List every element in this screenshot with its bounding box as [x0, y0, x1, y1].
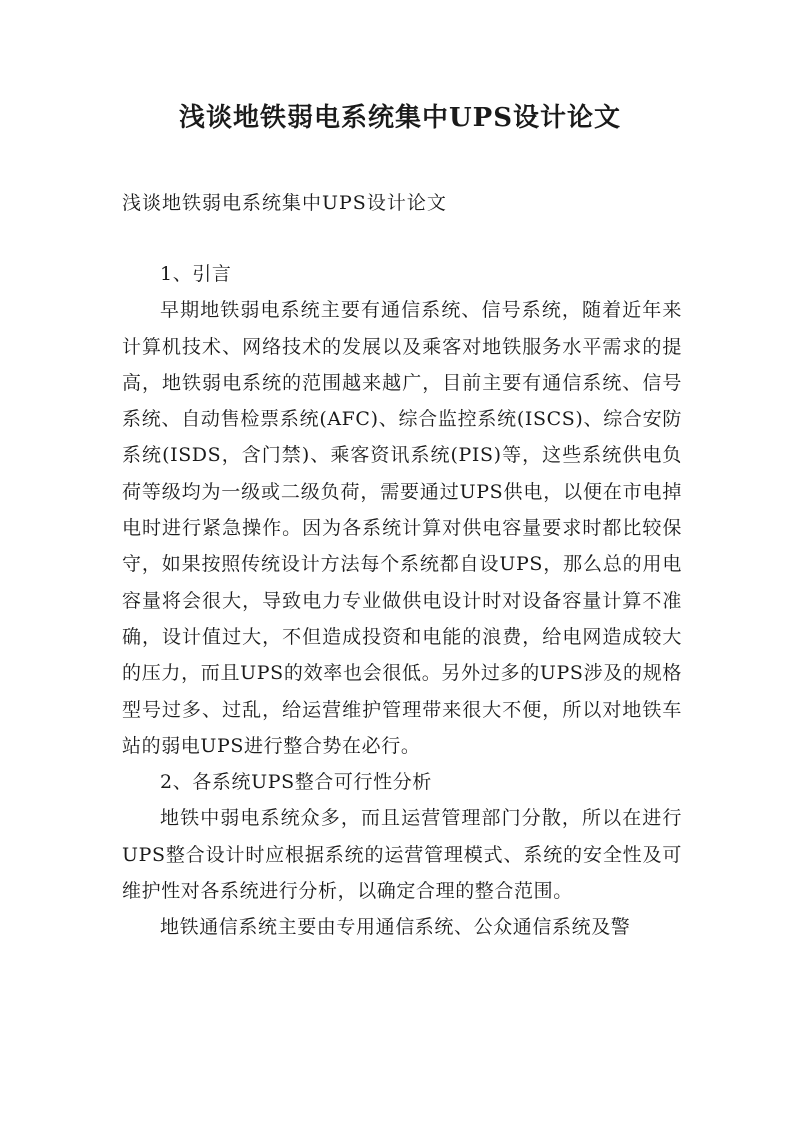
document-subtitle: 浅谈地铁弱电系统集中UPS设计论文 — [122, 192, 447, 214]
paragraph-analysis: 地铁中弱电系统众多，而且运营管理部门分散，所以在进行UPS整合设计时应根据系统的运营管理模式、系统的安全性及可维护性对各系统进行分析，以确定合理的整合范围。 — [122, 807, 682, 903]
paragraph-comm-system: 地铁通信系统主要由专用通信系统、公众通信系统及警 — [160, 916, 631, 939]
paragraph-intro: 早期地铁弱电系统主要有通信系统、信号系统，随着近年来计算机技术、网络技术的发展以及乘客对地铁服务水平需求的提高，地铁弱电系统的范围越来越广，目前主要有通信系统、信号系统、自动售检票系统(AFC)、综合监控系统(ISCS)、综合安防系统(ISDS，含门禁)、乘客资讯系统(PIS)等，这些系统供电负荷等级均为一级或二级负荷，需要通过UPS供电，以便在市电掉电时进行紧急操作。因为各系统计算对供电容量要求时都比较保守，如果按照传统设计方法每个系统都自设UPS，那么总的用电容量将会很大，导致电力专业做供电设计时对设备容量计算不准确，设计值过大，不但造成投资和电能的浪费，给电网造成较大的压力，而且UPS的效率也会很低。另外过多的UPS涉及的规格型号过多、过乱，给运营维护管理带来很大不便，所以对地铁车站的弱电UPS进行整合势在必行。 — [122, 299, 682, 757]
section-heading-1: 1、引言 — [160, 263, 232, 285]
document-title: 浅谈地铁弱电系统集中UPS设计论文 — [178, 103, 621, 133]
document-body — [122, 256, 682, 946]
section-heading-2: 2、各系统UPS整合可行性分析 — [160, 771, 432, 794]
